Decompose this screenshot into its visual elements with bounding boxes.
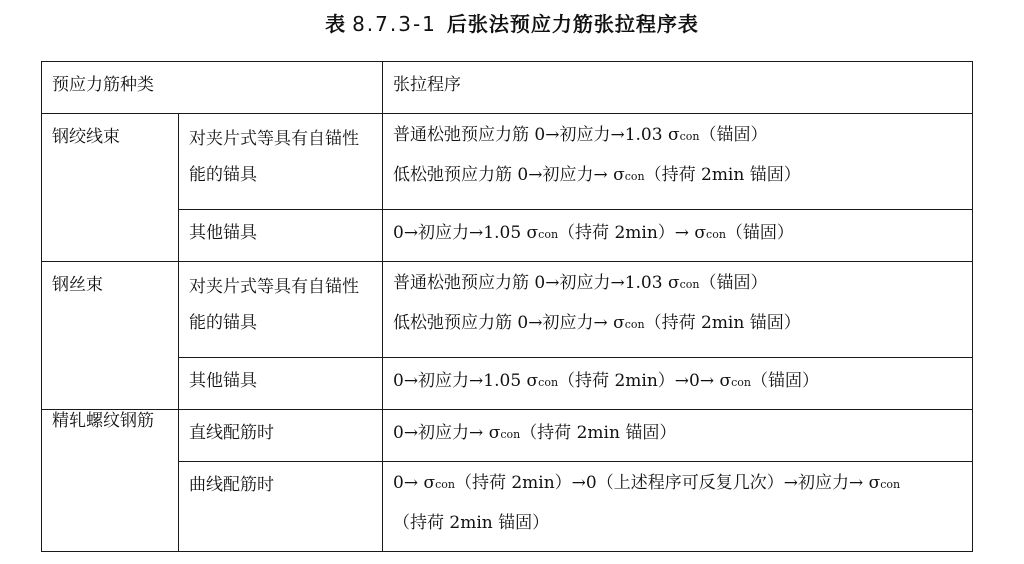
title-prefix: 表 — [325, 12, 347, 36]
procedure-cell — [383, 462, 973, 552]
procedure-cell — [383, 210, 973, 262]
procedure-line: 低松弛预应力筋 0→初应力→ σcon（持荷 2min 锚固） — [393, 313, 801, 333]
anchor-cell: 对夹片式等具有自锚性能的锚具 — [179, 262, 383, 358]
category-cell: 钢绞线束 — [42, 114, 179, 262]
anchor-cell: 其他锚具 — [179, 210, 383, 262]
procedure-line: 0→初应力→1.05 σcon（持荷 2min）→0→ σcon（锚固） — [393, 371, 819, 391]
table-row — [42, 114, 973, 210]
tensioning-procedure-table — [41, 61, 973, 552]
table-title — [0, 9, 1024, 39]
procedure-line: 普通松弛预应力筋 0→初应力→1.03 σcon（锚固） — [393, 273, 768, 293]
table-row — [42, 358, 973, 410]
procedure-cell — [383, 262, 973, 358]
category-cell: 精轧螺纹钢筋 — [42, 410, 179, 552]
anchor-cell: 对夹片式等具有自锚性能的锚具 — [179, 114, 383, 210]
anchor-cell: 曲线配筋时 — [179, 462, 383, 552]
procedure-line: 0→初应力→ σcon（持荷 2min 锚固） — [393, 423, 677, 443]
procedure-cell — [383, 410, 973, 462]
title-text: 后张法预应力筋张拉程序表 — [446, 12, 699, 36]
table-row — [42, 410, 973, 462]
procedure-line: 0→初应力→1.05 σcon（持荷 2min）→ σcon（锚固） — [393, 223, 794, 243]
anchor-cell: 其他锚具 — [179, 358, 383, 410]
table-row — [42, 262, 973, 358]
header-row — [42, 62, 973, 114]
header-procedure: 张拉程序 — [383, 62, 973, 114]
procedure-line: 普通松弛预应力筋 0→初应力→1.03 σcon（锚固） — [393, 125, 768, 145]
header-type: 预应力筋种类 — [42, 62, 383, 114]
procedure-line: （持荷 2min 锚固） — [393, 513, 550, 533]
procedure-cell — [383, 114, 973, 210]
table-row — [42, 210, 973, 262]
table-row — [42, 462, 973, 552]
title-number: 8.7.3-1 — [352, 12, 437, 36]
procedure-line: 0→ σcon（持荷 2min）→0（上述程序可反复几次）→初应力→ σcon — [393, 473, 901, 493]
anchor-cell: 直线配筋时 — [179, 410, 383, 462]
procedure-line: 低松弛预应力筋 0→初应力→ σcon（持荷 2min 锚固） — [393, 165, 801, 185]
category-cell: 钢丝束 — [42, 262, 179, 410]
procedure-cell — [383, 358, 973, 410]
